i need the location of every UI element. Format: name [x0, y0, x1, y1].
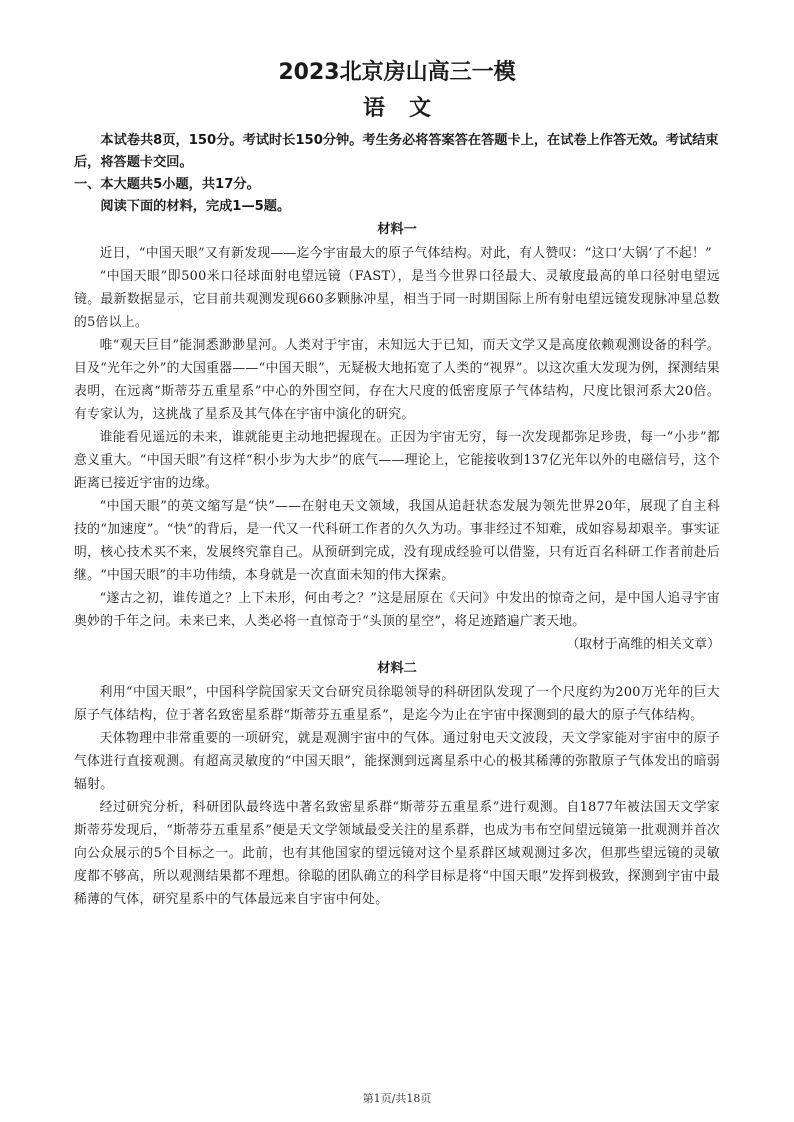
material-1-paragraph: “遂古之初，谁传道之？上下未形，何由考之？”这是屈原在《天问》中发出的惊奇之问，是中国人追寻宇宙奥妙的千年之问。未来已来，人类必将一直惊奇于“头顶的星空”，将足迹踏遍广袤天地。: [74, 591, 720, 629]
material-1-paragraph: 唯“观天巨目”能洞悉渺渺星河。人类对于宇宙，未知远大于已知，而天文学又是高度依赖观测设备的科学。目及“光年之外”的大国重器——“中国天眼”，无疑极大地拓宽了人类的“视界”。以这次重大发现为例，探测结果表明，在远离“斯蒂芬五重星系”中心的外围空间，存在大尺度的低密度原子气体结构，尺度比银河系大20倍。有专家认为，这挑战了星系及其气体在宇宙中演化的研究。: [74, 338, 720, 422]
material-1-source: （取材于高维的相关文章）: [566, 637, 720, 652]
material-1-paragraph: “中国天眼”即500米口径球面射电望远镜（FAST），是当今世界口径最大、灵敏度最高的单口径射电望远镜。最新数据显示，它目前共观测发现660多颗脉冲星，相当于同一时期国际上所有射电望远镜发现脉冲星总数的5倍以上。: [74, 269, 720, 330]
page-number: 第1页/共18页: [362, 1092, 432, 1105]
material-2-title: 材料二: [377, 661, 417, 676]
exam-instructions: 本试卷共8页，150分。考试时长150分钟。考生务必将答案答在答题卡上，在试卷上作答无效。考试结束后，将答题卡交回。: [74, 133, 719, 170]
material-1-paragraph: 近日，“中国天眼”又有新发现——迄今宇宙最大的原子气体结构。对此，有人赞叹：“这口‘大锅’了不起！”: [99, 246, 712, 261]
exam-title: 2023北京房山高三一模: [278, 60, 516, 85]
subject-title: 语文: [362, 96, 455, 121]
material-1-paragraph: 谁能看见遥远的未来，谁就能更主动地把握现在。正因为宇宙无穷，每一次发现都弥足珍贵，每一“小步”都意义重大。“中国天眼”有这样“积小步为大步”的底气——理论上，它能接收到137亿光年以外的电磁信号，这个距离已接近宇宙的边缘。: [74, 430, 720, 491]
material-1-paragraph: “中国天眼”的英文缩写是“快”——在射电天文领域，我国从追赶状态发展为领先世界20年，展现了自主科技的“加速度”。“快”的背后，是一代又一代科研工作者的久久为功。事非经过不知难，成如容易却艰辛。事实证明，核心技术买不来，发展终究靠自己。从预研到完成，没有现成经验可以借鉴，只有近百名科研工作者前赴后继。“中国天眼”的丰功伟绩，本身就是一次直面未知的伟大探索。: [74, 499, 720, 583]
reading-prompt: 阅读下面的材料，完成1—5题。: [100, 199, 291, 214]
section-heading: 一、本大题共5小题，共17分。: [74, 177, 260, 192]
material-2-paragraph: 天体物理中非常重要的一项研究，就是观测宇宙中的气体。通过射电天文波段，天文学家能对宇宙中的原子气体进行直接观测。有超高灵敏度的“中国天眼”，能探测到远离星系中心的极其稀薄的弥散原子气体发出的暗弱辐射。: [74, 731, 720, 792]
material-2-paragraph: 利用“中国天眼”，中国科学院国家天文台研究员徐聪领导的科研团队发现了一个尺度约为200万光年的巨大原子气体结构，位于著名致密星系群“斯蒂芬五重星系”，是迄今为止在宇宙中探测到的最大的原子气体结构。: [74, 685, 720, 723]
material-1-title: 材料一: [377, 222, 417, 237]
material-2-paragraph: 经过研究分析，科研团队最终选中著名致密星系群“斯蒂芬五重星系”进行观测。自1877年被法国天文学家斯蒂芬发现后，“斯蒂芬五重星系”便是天文学领域最受关注的星系群，也成为韦布空间望远镜第一批观测并首次向公众展示的5个目标之一。此前，也有其他国家的望远镜对这个星系群区域观测过多次，但那些望远镜的灵敏度都不够高，所以观测结果都不理想。徐聪的团队确立的科学目标是将“中国天眼”发挥到极致，探测到宇宙中最稀薄的气体，研究星系中的气体最远来自宇宙中何处。: [74, 800, 720, 907]
